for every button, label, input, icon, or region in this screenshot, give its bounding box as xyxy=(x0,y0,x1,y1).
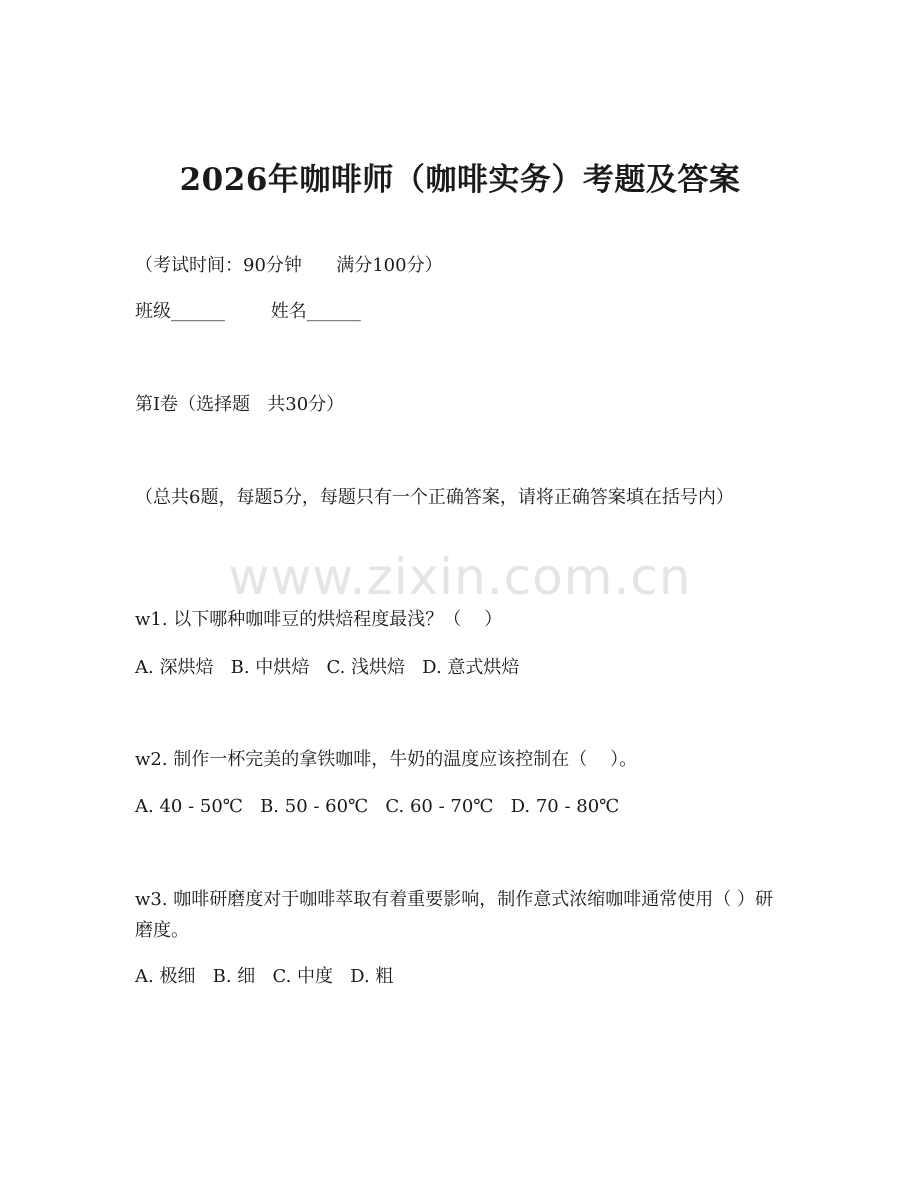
watermark: www.zixin.com.cn xyxy=(228,548,692,606)
question-3-options: A. 极细 B. 细 C. 中度 D. 粗 xyxy=(135,966,394,987)
class-name-fill-line: 班级______ 姓名______ xyxy=(135,301,361,322)
exam-info: （考试时间：90分钟 满分100分） xyxy=(135,255,443,276)
section-header: 第I卷（选择题 共30分） xyxy=(135,394,345,415)
question-2-options: A. 40 - 50℃ B. 50 - 60℃ C. 60 - 70℃ D. 70 - 80℃ xyxy=(135,796,620,817)
question-3-text: w3. 咖啡研磨度对于咖啡萃取有着重要影响，制作意式浓缩咖啡通常使用（ ）研磨度。 xyxy=(135,889,774,941)
question-2-text: w2. 制作一杯完美的拿铁咖啡，牛奶的温度应该控制在（ ）。 xyxy=(135,749,638,770)
instructions: （总共6题，每题5分，每题只有一个正确答案，请将正确答案填在括号内） xyxy=(135,487,734,508)
document-title: 2026年咖啡师（咖啡实务）考题及答案 xyxy=(179,162,741,198)
question-1-text: w1. 以下哪种咖啡豆的烘焙程度最浅？（ ） xyxy=(135,609,503,630)
question-1-options: A. 深烘焙 B. 中烘焙 C. 浅烘焙 D. 意式烘焙 xyxy=(135,657,520,678)
